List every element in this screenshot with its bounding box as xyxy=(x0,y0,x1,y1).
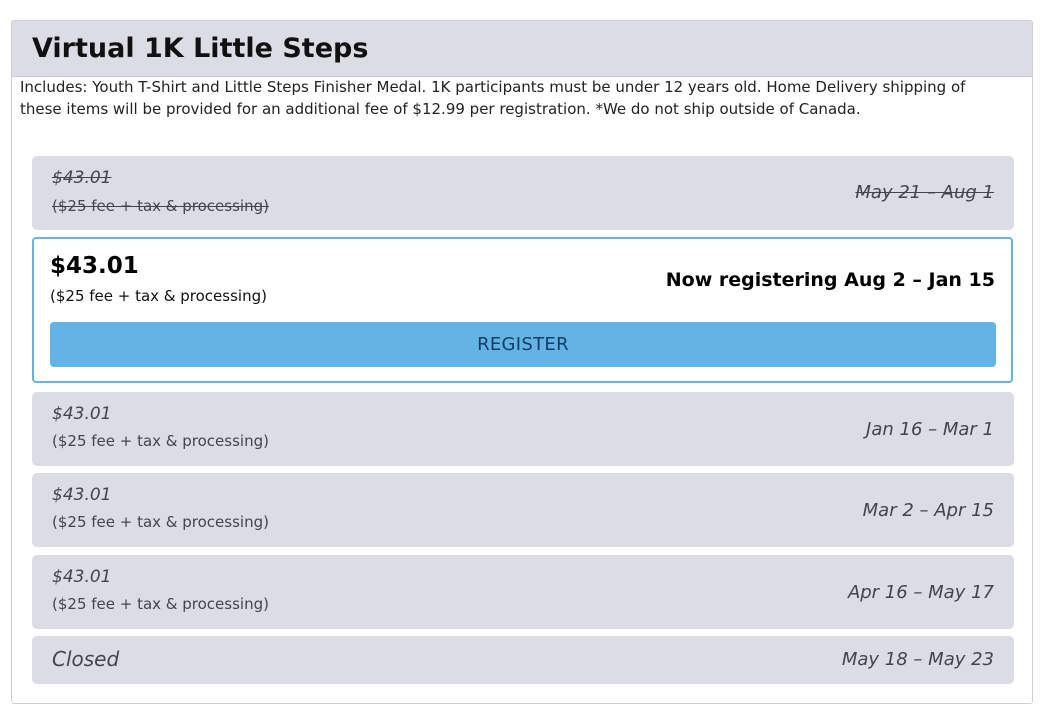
tier-closed-label: Closed xyxy=(52,647,120,671)
event-title: Virtual 1K Little Steps xyxy=(32,33,369,64)
tier-price: $43.01 xyxy=(52,404,112,424)
tier-fee: ($25 fee + tax & processing) xyxy=(52,513,269,531)
tier-dates: Mar 2 – Apr 15 xyxy=(862,500,994,521)
tier-fee: ($25 fee + tax & processing) xyxy=(52,197,269,215)
tier-dates: Jan 16 – Mar 1 xyxy=(866,419,994,440)
tier-fee: ($25 fee + tax & processing) xyxy=(50,287,267,305)
tier-fee: ($25 fee + tax & processing) xyxy=(52,432,269,450)
price-tier-upcoming xyxy=(32,473,1014,547)
tier-dates: May 18 – May 23 xyxy=(841,649,994,670)
tier-price: $43.01 xyxy=(52,567,112,587)
price-tier-upcoming xyxy=(32,392,1014,466)
register-button[interactable]: REGISTER xyxy=(50,322,996,367)
price-tier-upcoming xyxy=(32,555,1014,629)
tier-dates: Now registering Aug 2 – Jan 15 xyxy=(665,269,995,291)
tier-price: $43.01 xyxy=(50,253,139,279)
price-tier-closed xyxy=(32,636,1014,684)
tier-price: $43.01 xyxy=(52,168,112,188)
card-header xyxy=(12,21,1032,77)
tier-dates: May 21 – Aug 1 xyxy=(855,182,994,203)
event-description: Includes: Youth T-Shirt and Little Steps Finisher Medal. 1K participants must be under 12 years old. Home Delivery shipping of these items will be provided for an additional fee of $12.99 per registration. *We do not ship outside of Canada. xyxy=(20,78,966,118)
price-tier-current xyxy=(32,237,1013,383)
price-tier-past xyxy=(32,156,1014,230)
tier-price: $43.01 xyxy=(52,485,112,505)
tier-fee: ($25 fee + tax & processing) xyxy=(52,595,269,613)
tier-dates: Apr 16 – May 17 xyxy=(847,582,994,603)
